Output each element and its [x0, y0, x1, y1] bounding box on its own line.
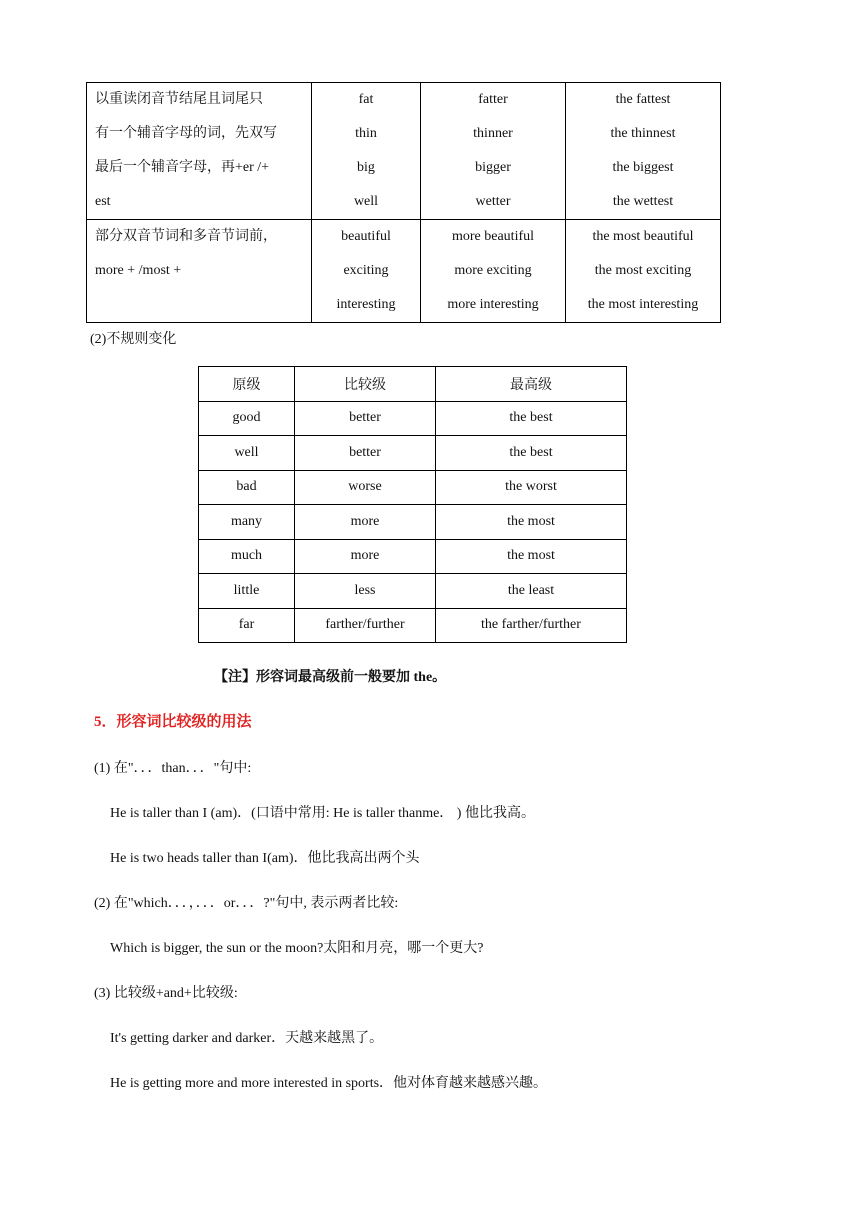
column-header: 比较级 — [295, 367, 436, 402]
positive-cell — [312, 220, 421, 323]
word: more interesting — [447, 297, 539, 312]
column-header: 原级 — [199, 367, 295, 402]
rule-description — [87, 220, 312, 323]
table-row — [199, 436, 627, 471]
word: the most beautiful — [592, 229, 694, 244]
table-cell: much — [199, 539, 295, 574]
word: bigger — [475, 160, 511, 175]
usage-heading-2: (2) 在"which．．．，．．．or．．．?"句中, 表示两者比较: — [94, 896, 399, 911]
table-cell: the farther/further — [436, 608, 627, 643]
table-row — [199, 505, 627, 540]
column-header: 最高级 — [436, 367, 627, 402]
word: fatter — [478, 92, 508, 107]
table-cell: the most — [436, 539, 627, 574]
word: the thinnest — [610, 126, 676, 141]
table-cell: less — [295, 574, 436, 609]
comparative-cell — [421, 220, 566, 323]
table-row — [199, 539, 627, 574]
word: the most exciting — [594, 263, 692, 278]
word: big — [357, 160, 375, 175]
table-cell: farther/further — [295, 608, 436, 643]
example-sentence: It's getting darker and darker．天越来越黑了。 — [110, 1031, 384, 1046]
rule-description — [87, 83, 312, 220]
rules-table — [86, 82, 721, 323]
table-cell: more — [295, 539, 436, 574]
table-row — [199, 574, 627, 609]
example-sentence: He is two heads taller than I(am)．他比我高出两个头 — [110, 851, 420, 866]
table-cell: worse — [295, 470, 436, 505]
usage-heading-1: (1) 在"．．．than．．．"句中: — [94, 761, 252, 776]
comparative-cell — [421, 83, 566, 220]
usage-heading-3: (3) 比较级+and+比较级: — [94, 986, 238, 1001]
word: wetter — [475, 194, 511, 209]
table-cell: the most — [436, 505, 627, 540]
table-row — [199, 401, 627, 436]
table-cell: the worst — [436, 470, 627, 505]
table-row — [199, 470, 627, 505]
table-row — [199, 608, 627, 643]
positive-cell — [312, 83, 421, 220]
word: the wettest — [612, 194, 674, 209]
word: fat — [358, 92, 374, 107]
rule-desc-line: 最后一个辅音字母，再+er /+ — [95, 160, 270, 175]
example-sentence: He is taller than I (am)．(口语中常用: He is taller thanme． ) 他比我高。 — [110, 806, 535, 821]
table-cell: the least — [436, 574, 627, 609]
table-cell: good — [199, 401, 295, 436]
table-cell: many — [199, 505, 295, 540]
word: the most interesting — [587, 297, 699, 312]
note: 【注】形容词最高级前一般要加 the。 — [214, 670, 447, 685]
word: interesting — [336, 297, 396, 312]
table-row — [87, 220, 721, 323]
word: the fattest — [615, 92, 671, 107]
table-cell: better — [295, 401, 436, 436]
rule-desc-line: 以重读闭音节结尾且词尾只 — [95, 92, 263, 107]
table-cell: the best — [436, 401, 627, 436]
table-cell: better — [295, 436, 436, 471]
word: more beautiful — [451, 229, 535, 244]
word: thinner — [473, 126, 513, 141]
word: more exciting — [454, 263, 532, 278]
table-row — [87, 83, 721, 220]
table-cell: little — [199, 574, 295, 609]
table-header-row — [199, 367, 627, 402]
word: thin — [355, 126, 377, 141]
section-title: 5．形容词比较级的用法 — [94, 714, 252, 730]
table-cell: the best — [436, 436, 627, 471]
word: exciting — [343, 263, 389, 278]
word: well — [353, 194, 379, 209]
example-sentence: He is getting more and more interested in sports．他对体育越来越感兴趣。 — [110, 1076, 548, 1091]
rule-desc-line: 有一个辅音字母的词，先双写 — [95, 126, 277, 141]
example-sentence: Which is bigger, the sun or the moon?太阳和月亮，哪一个更大? — [110, 941, 484, 956]
rule-desc-line: est — [95, 194, 111, 209]
word: the biggest — [612, 160, 674, 175]
irregular-heading: (2)不规则变化 — [90, 332, 177, 347]
superlative-cell — [566, 220, 721, 323]
rule-desc-line: more + /most + — [95, 263, 182, 278]
irregular-table — [198, 366, 627, 643]
table-cell: far — [199, 608, 295, 643]
table-cell: more — [295, 505, 436, 540]
table-cell: well — [199, 436, 295, 471]
table-cell: bad — [199, 470, 295, 505]
word: beautiful — [341, 229, 391, 244]
rule-desc-line: 部分双音节词和多音节词前， — [95, 229, 277, 244]
superlative-cell — [566, 83, 721, 220]
